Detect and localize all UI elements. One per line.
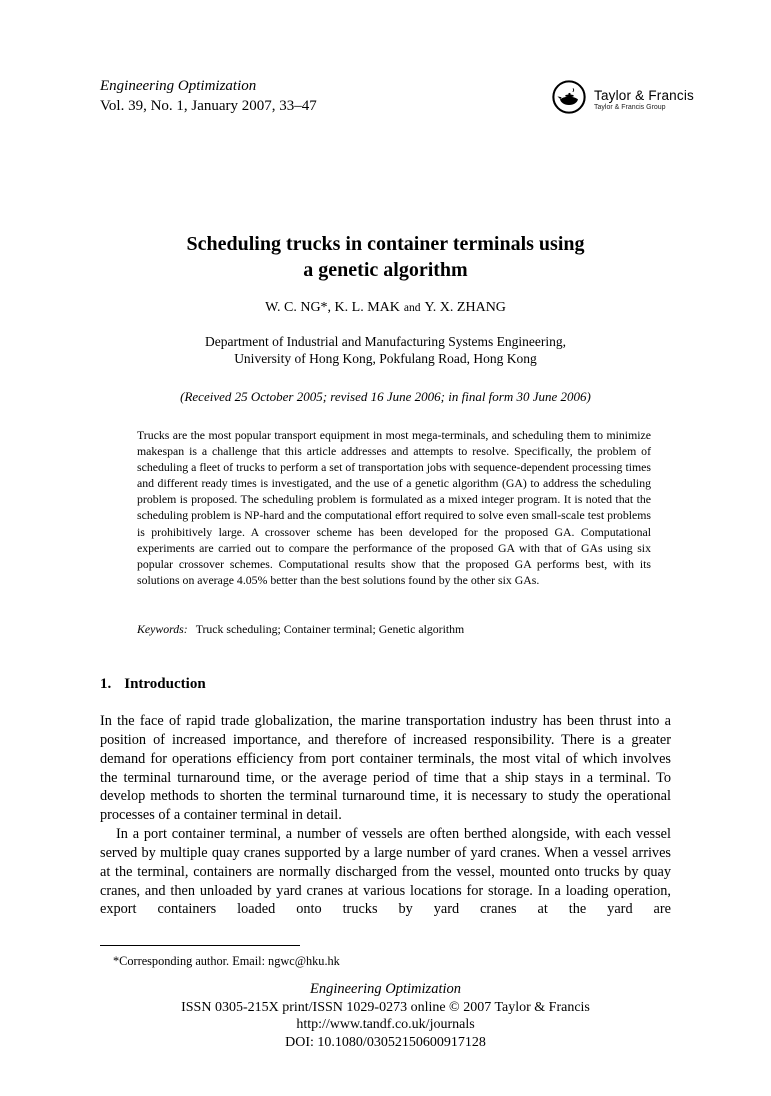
authors-part2: Y. X. ZHANG	[424, 300, 506, 315]
volume-issue-line: Vol. 39, No. 1, January 2007, 33–47	[100, 98, 317, 114]
publisher-name: Taylor & Francis	[594, 87, 694, 103]
publisher-group-name: Taylor & Francis Group	[594, 103, 666, 111]
received-dates-line: (Received 25 October 2005; revised 16 June 2006; in final form 30 June 2006)	[180, 389, 591, 404]
publisher-logo	[551, 79, 694, 120]
section-number: 1.	[100, 676, 112, 692]
body-text	[100, 712, 671, 919]
affiliation-line1: Department of Industrial and Manufacturing Systems Engineering,	[204, 334, 567, 349]
footnote-divider	[100, 945, 300, 946]
imprint-footer	[0, 981, 771, 1051]
article-title-line2: a genetic algorithm	[303, 259, 468, 281]
footer-url: http://www.tandf.co.uk/journals	[296, 1017, 475, 1032]
abstract: Trucks are the most popular transport equipment in most mega-terminals, and scheduling them to minimize makespan is a challenge that this article addresses and attempts to resolve. Specifically, the problem of scheduling a fleet of trucks to perform a set of transportation jobs with sequence-dependent processing times and different ready times is investigated, and the use of a genetic algorithm (GA) to address the scheduling problem is proposed. The scheduling problem is formulated as a mixed integer program. It is noted that the scheduling problem is NP-hard and the computational effort required to solve even small-scale test problems is prohibitively large. A crossover scheme has been developed for the proposed GA. Computational experiments are carried out to compare the performance of the proposed GA with that of GAs using six popular crossover schemes. Computational results show that the proposed GA performs best, with its solutions on average 4.05% better than the best solutions found by the other six GAs.	[137, 428, 651, 587]
authors-part1: W. C. NG*, K. L. MAK	[265, 300, 400, 315]
keywords-line	[137, 622, 651, 637]
footer-journal-name: Engineering Optimization	[309, 981, 462, 997]
intro-paragraph-1: In the face of rapid trade globalization, the marine transportation industry has been thrust into a position of increased importance, and therefore of increased responsibility. There is a greater demand for operations efficiency from port container terminals, the most vital of which involves the terminal turnaround time, or the average period of time that a ship stays in a terminal. To develop methods to shorten the terminal turnaround time, it is necessary to study the operational processes of a container terminal in detail.	[100, 713, 671, 824]
affiliation-line2: University of Hong Kong, Pokfulang Road, Hong Kong	[234, 351, 537, 366]
publisher-logo-text	[594, 88, 694, 112]
article-title-line1: Scheduling trucks in container terminals using	[186, 233, 585, 255]
keywords-text: Truck scheduling; Container terminal; Genetic algorithm	[195, 622, 465, 636]
footer-issn-line: ISSN 0305-215X print/ISSN 1029-0273 online © 2007 Taylor & Francis	[181, 999, 590, 1015]
keywords-label: Keywords:	[137, 622, 188, 636]
section-title: Introduction	[124, 676, 206, 692]
journal-name: Engineering Optimization	[100, 78, 257, 94]
authors-conjunction: and	[403, 302, 421, 314]
affiliation	[100, 333, 671, 367]
intro-paragraph-2: In a port container terminal, a number of vessels are often berthed alongside, with each vessel served by multiple quay cranes supported by a large number of yard cranes. When a vessel arrives at the terminal, containers are normally discharged from the vessel, mounted onto trucks by quay cranes, and then unloaded by yard cranes at various locations for storage. In a loading operation, export containers loaded onto trucks by yard cranes at the yard are	[100, 826, 671, 918]
authors-line	[100, 300, 671, 316]
section-heading-introduction	[100, 676, 671, 693]
corresponding-author-footnote: *Corresponding author. Email: ngwc@hku.hk	[113, 954, 340, 968]
footer-doi: DOI: 10.1080/03052150600917128	[285, 1034, 486, 1050]
article-title	[100, 231, 671, 283]
masthead	[100, 76, 317, 116]
taylor-francis-lamp-icon	[551, 79, 587, 120]
